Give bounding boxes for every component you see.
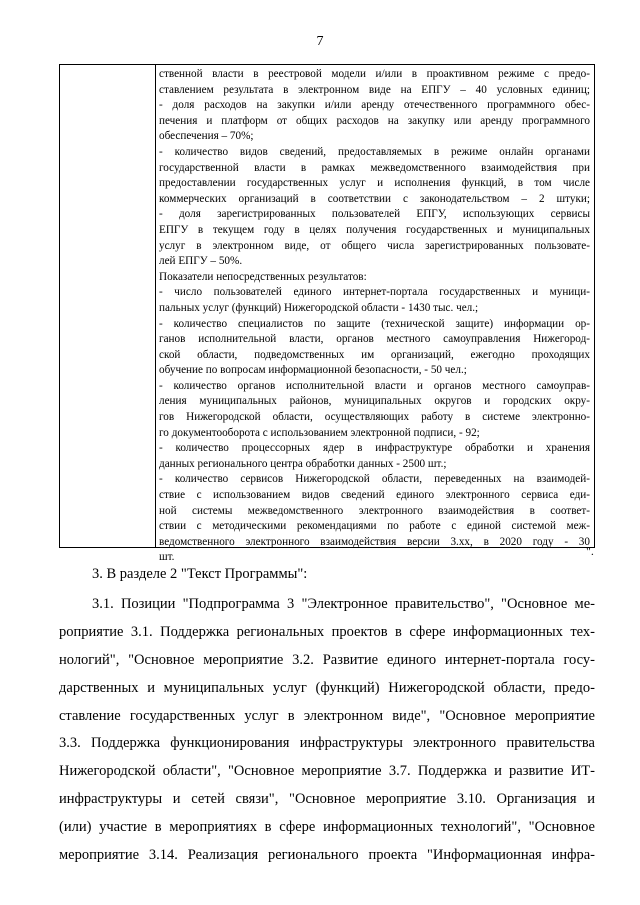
table-text-line: - число пользователей единого интернет-портала государственных и муници- bbox=[159, 286, 590, 299]
section-heading: 3. В разделе 2 "Текст Программы": bbox=[92, 566, 308, 582]
table-left-cell bbox=[60, 65, 156, 547]
table-text-line: ЕПГУ в текущем году в целях получения государственных и муниципальных bbox=[159, 223, 590, 236]
page-number: 7 bbox=[316, 34, 324, 49]
body-text-line: 3.1. Позиции "Подпрограмма 3 "Электронное правительство", "Основное ме- bbox=[92, 596, 595, 612]
table-text-line: - количество специалистов по защите (технической защите) информации ор- bbox=[159, 317, 590, 330]
table-text-line: ной системы межведомственного электронного взаимодействия в соответ- bbox=[159, 504, 590, 517]
body-text-line: Нижегородской области", "Основное мероприятие 3.7. Поддержка и развитие ИТ- bbox=[59, 763, 595, 780]
table-text-line: - количество органов исполнительной власти и органов местного самоуправ- bbox=[159, 379, 590, 392]
table-text-line: - количество процессорных ядер в инфраструктуре обработки и хранения bbox=[159, 442, 590, 455]
table-text-line: - доля расходов на закупки и/или аренду отечественного программного обес- bbox=[159, 99, 590, 112]
table-text-line: шт. bbox=[159, 551, 175, 564]
table-text-line: предоставлении государственных услуг и исполнения функций, в том числе bbox=[159, 177, 590, 190]
program-table bbox=[59, 64, 595, 564]
table-text-line: - количество видов сведений, предоставляемых в режиме онлайн органами bbox=[159, 145, 590, 158]
table-text-line: ганов исполнительной власти, органов местного самоуправления Нижегород- bbox=[159, 333, 590, 346]
table-text-line: Показатели непосредственных результатов: bbox=[159, 270, 367, 283]
table-text-line: - количество сервисов Нижегородской области, переведенных на взаимодей- bbox=[159, 473, 590, 486]
table-text-line: - доля зарегистрированных пользователей ЕПГУ, использующих сервисы bbox=[159, 208, 590, 221]
table-text-line: пальных услуг (функций) Нижегородской области - 1430 тыс. чел.; bbox=[159, 301, 479, 314]
table-text-line: ствии с методическими рекомендациями по работе с единой системой меж- bbox=[159, 520, 590, 533]
body-text-line: 3.3. Поддержка функционирования инфраструктуры электронного правительства bbox=[59, 735, 595, 752]
body-text-line: (или) участие в мероприятиях в сфере информационных технологий", "Основное bbox=[59, 819, 595, 836]
table-text-line: ствие с использованием видов сведений единого электронного сервиса еди- bbox=[159, 489, 590, 502]
table-text-line: государственной власти в рамках межведомственного взаимодействия при bbox=[159, 161, 590, 174]
table-text-line: печения и платформ от общих расходов на закупку или аренду программного bbox=[159, 114, 590, 127]
table-text-line: го документооборота с использованием электронной подписи, - 92; bbox=[159, 426, 480, 439]
table-text-line: лей ЕПГУ – 50%. bbox=[159, 255, 243, 268]
table-text-line: обеспечения – 70%; bbox=[159, 130, 254, 143]
table-text-line: ставлением результата в электронном виде на ЕПГУ – 40 условных единиц; bbox=[159, 83, 590, 96]
body-text-line: инфраструктуры и сетей связи", "Основное мероприятие 3.10. Организация и bbox=[59, 791, 595, 808]
body-text-line: дарственных и муниципальных услуг (функций) Нижегородской области, предо- bbox=[59, 679, 595, 696]
body-text-line: мероприятие 3.14. Реализация регионального проекта "Информационная инфра- bbox=[59, 847, 595, 864]
table-right-cell bbox=[159, 67, 590, 566]
table-text-line: ведомственного электронного взаимодействия версии 3.хх, в 2020 году - 30 bbox=[159, 535, 590, 548]
table-text-line: коммерческих организаций в соответствии с законодательством – 2 штуки; bbox=[159, 192, 590, 205]
table-text-line: услуг в электронном виде, от общего числа зарегистрированных пользовате- bbox=[159, 239, 590, 252]
table-text-line: ственной власти в реестровой модели и/или в проактивном режиме с предо- bbox=[159, 68, 590, 80]
body-text-line: нологий", "Основное мероприятие 3.2. Развитие единого интернет-портала госу- bbox=[59, 651, 595, 668]
closing-quote: ". bbox=[586, 544, 594, 558]
body-paragraph bbox=[59, 591, 595, 870]
table-text-line: ской области, подведомственных им организаций, ежегодно проходящих bbox=[159, 348, 590, 361]
table-text-line: гов Нижегородской области, осуществляющих работу в системе электронно- bbox=[159, 411, 590, 424]
body-text-line: роприятие 3.1. Поддержка региональных проектов в сфере информационных тех- bbox=[59, 623, 595, 640]
body-text-line: ставление государственных услуг в электронном виде", "Основное мероприятие bbox=[59, 707, 595, 724]
table-text-line: обучение по вопросам информационной безопасности, - 50 чел.; bbox=[159, 364, 467, 377]
table-text-line: ления муниципальных районов, муниципальных округов и городских окру- bbox=[159, 395, 590, 408]
table-text-line: данных регионального центра обработки данных - 2500 шт.; bbox=[159, 457, 447, 470]
